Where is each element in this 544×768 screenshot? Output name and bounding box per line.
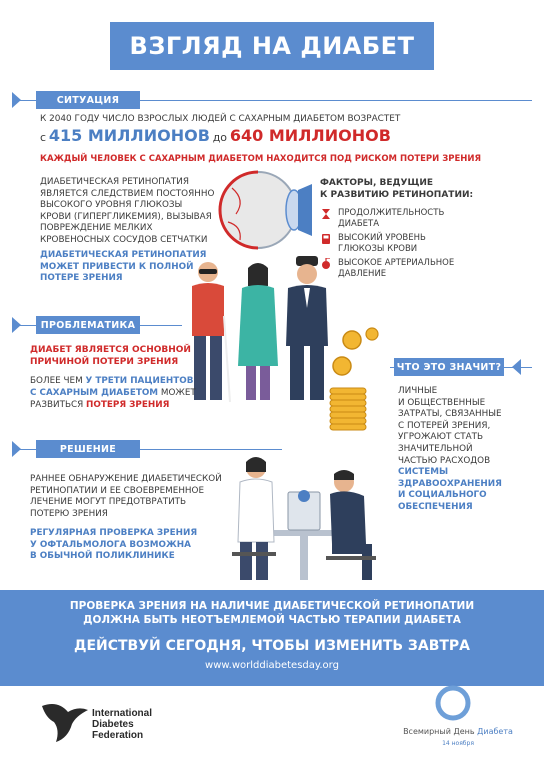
problem-headline: [30, 345, 191, 368]
eye-illustration: [212, 170, 320, 252]
wdd-label: Всемирный День Диабета: [403, 727, 513, 736]
problem-headline-line: ДИАБЕТ ЯВЛЯЕТСЯ ОСНОВНОЙ: [30, 345, 191, 355]
meaning-text: [398, 386, 502, 514]
retinopathy-line: ДИАБЕТИЧЕСКАЯ РЕТИНОПАТИЯ: [40, 177, 189, 187]
risk-statement: КАЖДЫЙ ЧЕЛОВЕК С САХАРНЫМ ДИАБЕТОМ НАХОДИТСЯ ПОД РИСКОМ ПОТЕРИ ЗРЕНИЯ: [40, 154, 482, 164]
band-line1: ПРОВЕРКА ЗРЕНИЯ НА НАЛИЧИЕ ДИАБЕТИЧЕСКОЙ РЕТИНОПАТИИ: [69, 600, 475, 612]
situation-line1: К 2040 ГОДУ ЧИСЛО ВЗРОСЛЫХ ЛЮДЕЙ С САХАРНЫМ ДИАБЕТОМ ВОЗРАСТЕТ: [40, 114, 401, 124]
coins-illustration: [322, 322, 392, 432]
factor-line: ПРОДОЛЖИТЕЛЬНОСТЬ: [338, 208, 445, 218]
factor-item: [320, 208, 444, 229]
retinopathy-line: ПОВРЕЖДЕНИЕ МЕЛКИХ: [40, 223, 153, 234]
people-illustration: [178, 256, 338, 406]
problem-line: БОЛЕЕ ЧЕМ У ТРЕТИ ПАЦИЕНТОВ: [30, 376, 194, 386]
wdd-date: 14 ноября: [442, 740, 474, 747]
blindness-line: МОЖЕТ ПРИВЕСТИ К ПОЛНОЙ: [40, 261, 194, 272]
solution-text: [30, 474, 222, 520]
solution-line: РАННЕЕ ОБНАРУЖЕНИЕ ДИАБЕТИЧЕСКОЙ: [30, 474, 222, 484]
solution-blue-line: В ОБЫЧНОЙ ПОЛИКЛИНИКЕ: [30, 551, 175, 562]
problem-tab: ПРОБЛЕМАТИКА: [36, 316, 140, 334]
meaning-line: УГРОЖАЮТ СТАТЬ: [398, 432, 484, 443]
band-url[interactable]: www.worlddiabetesday.org: [205, 660, 339, 671]
factors-title: [320, 178, 473, 201]
solution-line: ПОТЕРЮ ЗРЕНИЯ: [30, 508, 108, 519]
hourglass-icon: [320, 208, 332, 220]
coin-icon: [343, 331, 361, 349]
solution-line: ЛЕЧЕНИЕ МОГУТ ПРЕДОТВРАТИТЬ: [30, 497, 187, 508]
meaning-line: ЗНАЧИТЕЛЬНОЙ: [398, 443, 473, 454]
meaning-line: С ПОТЕРЕЙ ЗРЕНИЯ,: [398, 420, 491, 431]
solution-line: РЕТИНОПАТИИ И ЕЕ СВОЕВРЕМЕННОЕ: [30, 485, 205, 496]
factor-line: ДИАБЕТА: [338, 218, 380, 229]
coin-icon: [366, 328, 378, 340]
idf-line: Diabetes: [92, 719, 134, 730]
band-line2: ДОЛЖНА БЫТЬ НЕОТЪЕМЛЕМОЙ ЧАСТЬЮ ТЕРАПИИ ДИАБЕТА: [83, 614, 461, 626]
idf-bird-logo-icon: [38, 698, 90, 744]
factors-title-line: ФАКТОРЫ, ВЕДУЩИЕ: [320, 178, 434, 188]
from-prefix: с: [40, 131, 47, 144]
problem-headline-line: ПРИЧИНОЙ ПОТЕРИ ЗРЕНИЯ: [30, 356, 179, 367]
solution-blue-text: [30, 528, 197, 563]
blue-circle-logo-icon: [434, 684, 472, 722]
factor-item: [320, 233, 426, 254]
iris: [298, 184, 312, 236]
band-cta: ДЕЙСТВУЙ СЕГОДНЯ, ЧТОБЫ ИЗМЕНИТЬ ЗАВТРА: [73, 638, 471, 654]
factor-item: [320, 258, 454, 279]
title-banner: [110, 22, 434, 70]
situation-growth: [40, 127, 391, 148]
blindness-line: ДИАБЕТИЧЕСКАЯ РЕТИНОПАТИЯ: [40, 250, 207, 260]
problem-line: РАЗВИТЬСЯ ПОТЕРЯ ЗРЕНИЯ: [30, 400, 170, 410]
idf-name: [92, 708, 152, 741]
meaning-line: ЧАСТЬЮ РАСХОДОВ: [398, 455, 491, 466]
solution-blue-line: У ОФТАЛЬМОЛОГА ВОЗМОЖНА: [30, 539, 191, 550]
problem-marker: [12, 317, 21, 333]
retinopathy-line: КРОВИ (ГИПЕРГЛИКЕМИЯ), ВЫЗЫВАЯ: [40, 211, 212, 222]
idf-line: International: [92, 708, 153, 719]
factor-line: ВЫСОКОЕ АРТЕРИАЛЬНОЕ: [338, 258, 455, 268]
retinopathy-text: [40, 177, 240, 247]
person-blind-man: [192, 262, 230, 402]
solution-tab: РЕШЕНИЕ: [36, 440, 140, 458]
problem-line: С САХАРНЫМ ДИАБЕТОМ МОЖЕТ: [30, 388, 196, 398]
meaning-marker: [512, 359, 521, 375]
meaning-blue-line: СИСТЕМЫ: [398, 467, 449, 478]
to-value: 640 МИЛЛИОНОВ: [229, 126, 391, 145]
eye-exam-illustration: [226, 452, 396, 584]
factor-line: ДАВЛЕНИЕ: [338, 268, 387, 279]
factor-line: ВЫСОКИЙ УРОВЕНЬ: [338, 233, 426, 243]
from-value: 415 МИЛЛИОНОВ: [48, 126, 210, 145]
retinopathy-line: ВЫСОКОГО УРОВНЯ ГЛЮКОЗЫ: [40, 200, 183, 211]
retinopathy-line: КРОВЕНОСНЫХ СОСУДОВ СЕТЧАТКИ: [40, 234, 208, 245]
problem-stats: [30, 375, 196, 411]
to-prefix: до: [212, 131, 228, 144]
situation-marker: [12, 92, 21, 108]
blindness-line: ПОТЕРЕ ЗРЕНИЯ: [40, 273, 123, 284]
factors-title-line: К РАЗВИТИЮ РЕТИНОПАТИИ:: [320, 189, 474, 200]
page-title: ВЗГЛЯД НА ДИАБЕТ: [129, 32, 415, 60]
idf-line: Federation: [92, 730, 144, 741]
factor-line: ГЛЮКОЗЫ КРОВИ: [338, 243, 418, 254]
meaning-blue-line: ОБЕСПЕЧЕНИЯ: [398, 501, 473, 512]
meaning-line: ЛИЧНЫЕ: [398, 386, 438, 396]
doctor-figure: [232, 457, 276, 580]
person-woman: [238, 263, 278, 400]
glucometer-icon: [320, 233, 332, 245]
retinopathy-line: ЯВЛЯЕТСЯ СЛЕДСТВИЕМ ПОСТОЯННО: [40, 188, 215, 199]
patient-figure: [326, 470, 376, 580]
meaning-tab: ЧТО ЭТО ЗНАЧИТ?: [394, 358, 504, 376]
meaning-blue-line: И СОЦИАЛЬНОГО: [398, 490, 487, 501]
situation-tab: СИТУАЦИЯ: [36, 91, 140, 109]
meaning-line: И ОБЩЕСТВЕННЫЕ: [398, 397, 486, 408]
meaning-line: ЗАТРАТЫ, СВЯЗАННЫЕ: [398, 409, 502, 420]
solution-marker: [12, 441, 21, 457]
meaning-blue-line: ЗДРАВООХРАНЕНИЯ: [398, 478, 502, 489]
coin-icon: [333, 357, 351, 375]
solution-blue-line: РЕГУЛЯРНАЯ ПРОВЕРКА ЗРЕНИЯ: [30, 528, 198, 538]
coin-stack: [330, 388, 366, 430]
